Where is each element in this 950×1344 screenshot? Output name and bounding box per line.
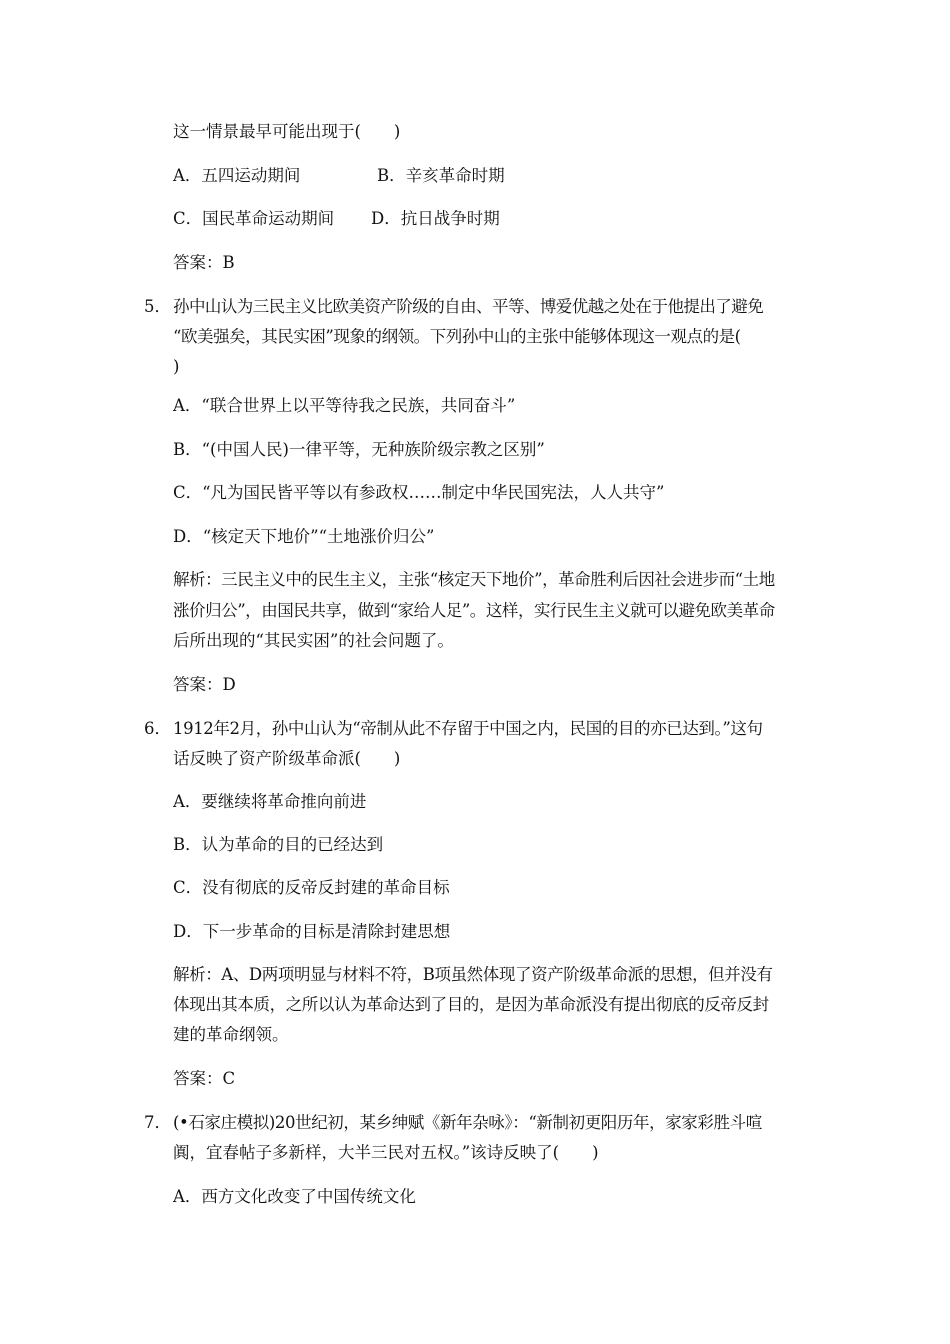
q7-stem-line-1: (•石家庄模拟)20世纪初，某乡绅赋《新年杂咏》：“新制初更阳历年，家家彩胜斗喧 (173, 1113, 762, 1132)
q4-option-b: B．辛亥革命时期 (377, 166, 505, 185)
q6-number: 6． (144, 719, 171, 738)
q4-option-d: D．抗日战争时期 (371, 209, 500, 228)
q6-analysis-line-3: 建的革命纲领。 (173, 1025, 289, 1044)
q6-option-a: A．要继续将革命推向前进 (173, 792, 367, 811)
q5-option-b: B．“(中国人民)一律平等，无种族阶级宗教之区别” (173, 440, 545, 459)
q5-number: 5． (144, 297, 171, 316)
q5-analysis-line-3: 后所出现的“其民实困”的社会问题了。 (173, 631, 454, 650)
q6-answer: 答案：C (173, 1069, 236, 1088)
q4-option-c: C．国民革命运动期间 (173, 209, 335, 228)
q4-option-a: A．五四运动期间 (173, 166, 301, 185)
q6-analysis-line-1: 解析：A、D两项明显与材料不符，B项虽然体现了资产阶级革命派的思想，但并没有 (173, 965, 773, 984)
q5-stem-line-2: “欧美强矣，其民实困”现象的纲领。下列孙中山的主张中能够体现这一观点的是( (173, 327, 741, 346)
q5-option-d: D．“核定天下地价”“土地涨价归公” (173, 527, 435, 546)
q4-stem-line: 这一情景最早可能出现于( ) (173, 122, 401, 141)
q5-answer: 答案：D (173, 675, 236, 694)
q6-option-c: C．没有彻底的反帝反封建的革命目标 (173, 878, 450, 897)
q6-stem-line-2: 话反映了资产阶级革命派( ) (173, 749, 401, 768)
q6-analysis-line-2: 体现出其本质，之所以认为革命达到了目的，是因为革命派没有提出彻底的反帝反封 (173, 995, 769, 1014)
q7-number: 7． (144, 1113, 171, 1132)
q7-stem-line-2: 阗，宜春帖子多新样，大半三民对五权。”该诗反映了( ) (173, 1143, 599, 1162)
q6-option-b: B．认为革命的目的已经达到 (173, 835, 384, 854)
q5-stem-line-1: 孙中山认为三民主义比欧美资产阶级的自由、平等、博爱优越之处在于他提出了避免 (173, 297, 764, 316)
q5-analysis-line-1: 解析：三民主义中的民生主义，主张“核定天下地价”，革命胜利后因社会进步而“土地 (173, 570, 775, 589)
q5-option-c: C．“凡为国民皆平等以有参政权……制定中华民国宪法，人人共守” (173, 483, 665, 502)
q5-option-a: A．“联合世界上以平等待我之民族，共同奋斗” (173, 396, 516, 415)
q5-stem-line-3: ) (173, 357, 180, 376)
q6-option-d: D．下一步革命的目标是清除封建思想 (173, 922, 451, 941)
q6-stem-line-1: 1912年2月，孙中山认为“帝制从此不存留于中国之内，民国的目的亦已达到。”这句 (173, 719, 763, 738)
q7-option-a: A．西方文化改变了中国传统文化 (173, 1187, 416, 1206)
q4-answer: 答案：B (173, 253, 235, 272)
q5-analysis-line-2: 涨价归公”，由国民共享，做到“家给人足”。这样，实行民生主义就可以避免欧美革命 (173, 601, 775, 620)
